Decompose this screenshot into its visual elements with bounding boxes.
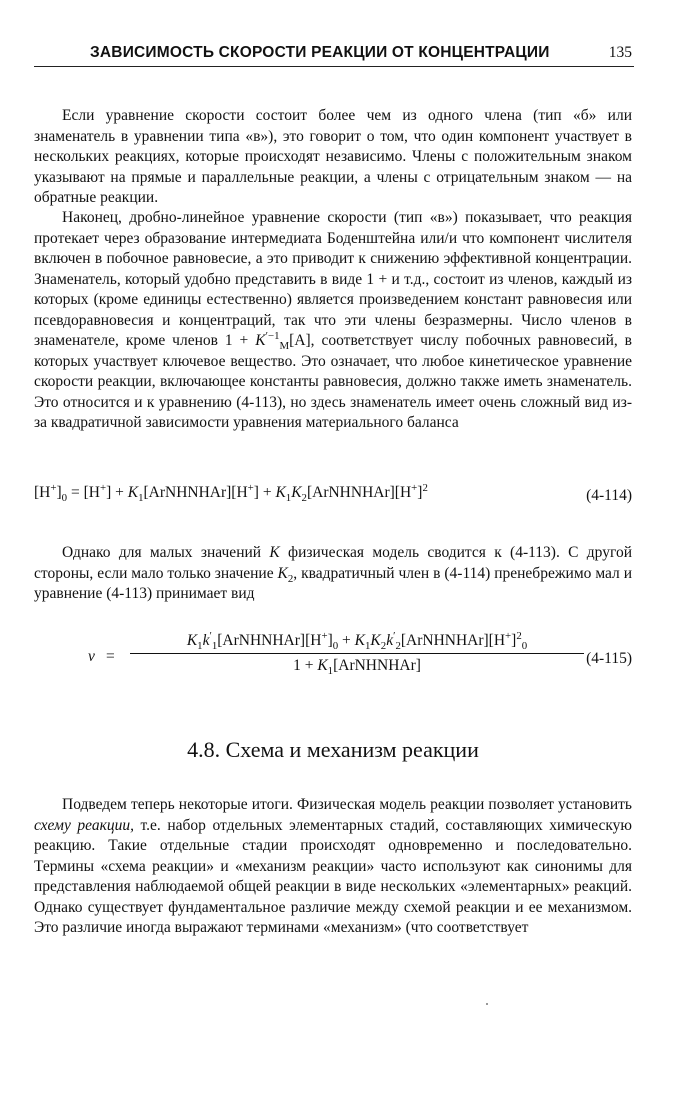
numerator: $K_1k'_1[ArNHNHAr][H^+]_0$ + $K_1K_2k'_2[ArNHNHAr][H^+]^2_0$ — [186, 629, 528, 653]
paragraph-3: Однако для малых значений K физическая модель сводится к (4-113). С другой стороны, если мало только значение $K_2$, квадратичный член в (4-114) пренебрежимо мал и уравнение (4-113) принимает вид — [34, 544, 632, 602]
equation-4-115 — [34, 629, 632, 688]
equals-sign: = — [106, 648, 115, 665]
equation-4-114 — [34, 481, 632, 507]
scan-speck — [486, 1003, 488, 1005]
equation-lhs: v — [88, 648, 95, 665]
paragraph-2-text-a: Наконец, дробно-линейное уравнение скорости (тип «в») показывает, что реакция протекает через образование интермедиата Боденштейна или/и что компонент числителя включен в побочное равновесие, а это приводит к снижению эффективной концентрации. Знаменатель, который удобно представить в виде 1 + и т.д., состоит из членов, каждый из которых (кроме единицы естественно) является произведением констант равновесия или псевдоравновесия и концентраций, так что эти члены безразмерны. Число членов в знаменателе, кроме членов 1 + — [34, 209, 632, 349]
paragraph-2 — [34, 208, 632, 434]
km-inline-math: $K^{'-1}_M[A]$, — [255, 329, 315, 353]
k-symbol: K — [269, 544, 280, 561]
section-title: 4.8. Схема и механизм реакции — [187, 737, 479, 762]
equation-number: (4-115) — [586, 650, 632, 667]
paragraph-1: Если уравнение скорости состоит более чем из одного члена (тип «б» или знаменатель в уравнении типа «в»), это говорит о том, что один компонент участвует в нескольких реакциях, которые происходят независимо. Члены с положительным знаком указывают на прямые и параллельные реакции, а члены с отрицательным знаком — на обратные реакции. — [34, 107, 632, 206]
fraction — [130, 629, 584, 678]
k2-symbol: $K_2$ — [277, 564, 294, 585]
denominator: $1 + K_1[ArNHNHAr]$ — [293, 657, 421, 678]
paragraph-4: Подведем теперь некоторые итоги. Физическая модель реакции позволяет установить схему реакции, т.е. набор отдельных элементарных стадий, составляющих химическую реакцию. Такие отдельные стадии происходят одновременно и последовательно. Термины «схема реакции» и «механизм реакции» часто используют как синонимы для представления наблюдаемой общей реакции в виде нескольких «элементарных» реакций. Однако существует фундаментальное различие между схемой реакции и ее механизмом. Это различие иногда выражают терминами «механизм» (что соответствует — [34, 796, 633, 936]
page-header — [34, 42, 634, 67]
running-head: ЗАВИСИМОСТЬ СКОРОСТИ РЕАКЦИИ ОТ КОНЦЕНТРАЦИИ — [90, 44, 550, 61]
equation-number: (4-114) — [586, 487, 632, 504]
paragraph-2-text-b: соответствует числу побочных равновесий, в которых участвует ключевое вещество. Это означает, что любое кинетическое уравнение скорости реакции, включающее константы равновесия, должно также иметь знаменатель. Это относится и к уравнению (4-113), но здесь знаменатель имеет очень сложный вид из-за квадратичной зависимости уравнения материального баланса — [34, 332, 632, 431]
page-number: 135 — [608, 44, 632, 61]
emphasis: схему реакции, — [34, 816, 134, 834]
equation-4-114-body: $[H^+]_0 = [H^+]$ + $K_1[ArNHNHAr][H^+]$ + $K_1K_2[ArNHNHAr][H^+]^2$ — [34, 481, 428, 505]
